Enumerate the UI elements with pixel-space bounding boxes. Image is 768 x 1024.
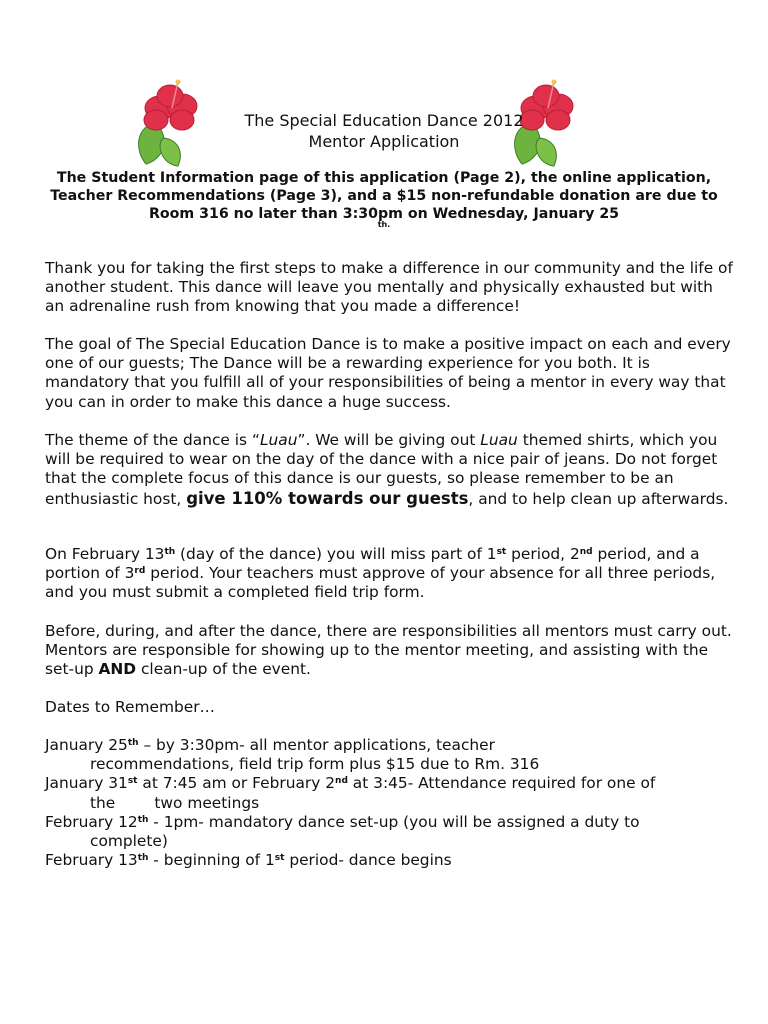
theme-paragraph: The theme of the dance is “Luau”. We will be giving out Luau themed shirts, which you will be required to wear on the day of the dance with a nice pair of jeans. Do not forget that the complete focus of this dance is our guests, so please remember to be an enthusiastic host, give 110% towards our guests, and to help clean up afterwards. <box>45 431 729 508</box>
dates-list <box>45 736 735 870</box>
intro-paragraph: The Student Information page of this application (Page 2), the online application, Teacher Recommendations (Page 3), and a $15 non-refundable donation are due to Room 316 no later than 3:30pm on Wednesday, January 25 th. <box>50 170 718 229</box>
responsibilities-paragraph: Before, during, and after the dance, there are responsibilities all mentors must carry out. Mentors are responsible for showing up to the mentor meeting, and assisting with the set-up AND clean-up of the event. <box>45 622 732 679</box>
list-item: January 25th – by 3:30pm- all mentor applications, teacher recommendations, field trip form plus $15 due to Rm. 316 <box>45 736 540 774</box>
list-item: February 12th - 1pm- mandatory dance set-up (you will be assigned a duty to complete) <box>45 812 640 851</box>
schedule-paragraph: On February 13th (day of the dance) you will miss part of 1st period, 2nd period, and a portion of 3rd period. Your teachers must approve of your absence for all three periods, and you must submit a completed field trip form. <box>45 545 716 602</box>
dates-heading: Dates to Remember… <box>45 698 215 716</box>
page-title: The Special Education Dance 2012 <box>244 111 524 130</box>
list-item: January 31st at 7:45 am or February 2nd at 3:45- Attendance required for one of the two meetings <box>45 774 656 812</box>
page-subtitle: Mentor Application <box>308 132 460 151</box>
goal-paragraph: The goal of The Special Education Dance is to make a positive impact on each and every one of our guests; The Dance will be a rewarding experience for you both. It is mandatory that you fulfill all of your responsibilities of being a mentor in every way that you can in order to make this dance a huge success. <box>45 335 731 411</box>
emphasis-text: give 110% towards our guests <box>186 488 469 508</box>
thank-you-paragraph: Thank you for taking the first steps to make a difference in our community and the life of another student. This dance will leave you mentally and physically exhausted but with an adrenaline rush from knowing that you made a difference! <box>45 259 733 316</box>
list-item: February 13th - beginning of 1st period- dance begins <box>45 851 452 870</box>
